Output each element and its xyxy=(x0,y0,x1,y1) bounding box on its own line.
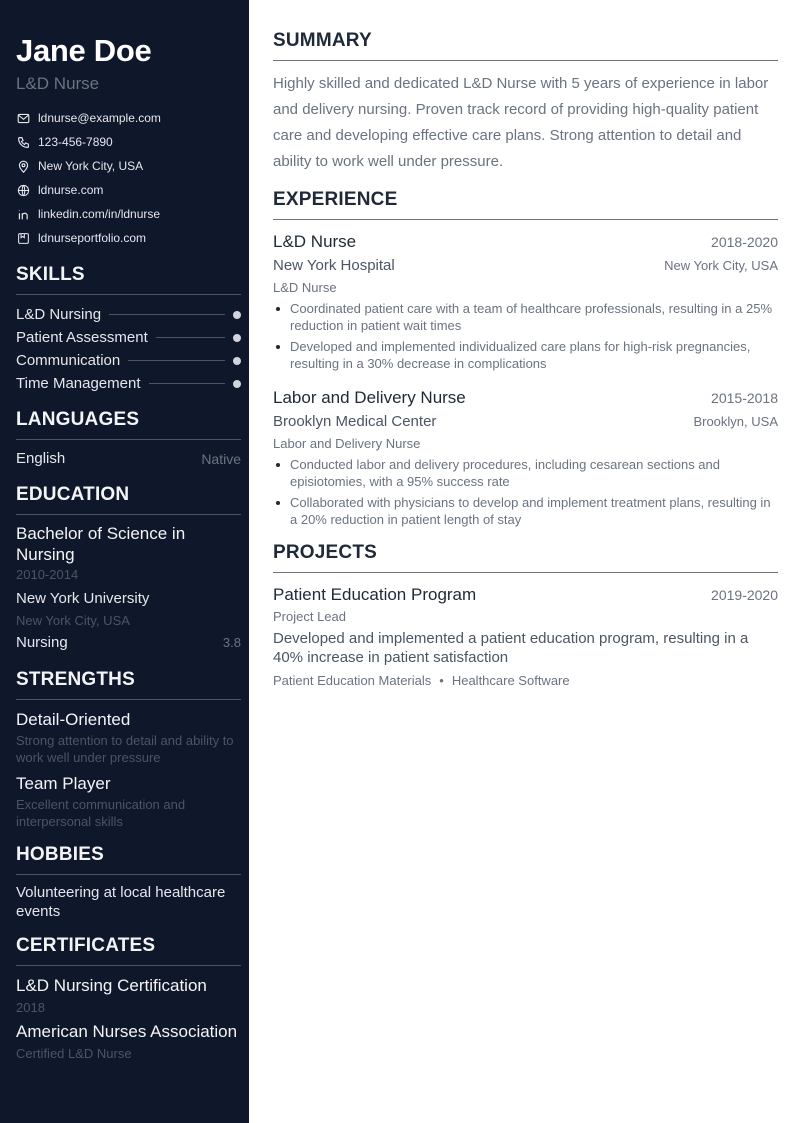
skill-item xyxy=(16,303,241,326)
strength-desc: Strong attention to detail and ability to work well under pressure xyxy=(16,733,234,765)
certificate-sub: 2018 xyxy=(16,1000,45,1015)
contact-phone-text: 123-456-7890 xyxy=(38,135,113,149)
job-bullets xyxy=(273,456,778,528)
job-bullet: Conducted labor and delivery procedures, including cesarean sections and episiotomies, with a 95% success rate xyxy=(273,456,778,490)
job-title: L&D Nurse xyxy=(273,232,357,251)
certificate-title: American Nurses Association xyxy=(16,1022,238,1041)
candidate-role: L&D Nurse xyxy=(16,74,100,93)
contact-location-text: New York City, USA xyxy=(38,159,144,173)
job-dates: 2015-2018 xyxy=(711,390,778,406)
skill-item xyxy=(16,372,241,395)
tag-separator: • xyxy=(439,673,444,688)
portfolio-icon xyxy=(16,231,30,245)
project-entry xyxy=(273,583,778,693)
certificate-title: L&D Nursing Certification xyxy=(16,976,207,995)
certificate-sub: Certified L&D Nurse xyxy=(16,1046,132,1061)
job-location: New York City, USA xyxy=(664,258,778,273)
skill-level-dot xyxy=(233,357,241,365)
job-bullet: Coordinated patient care with a team of healthcare professionals, resulting in a 25% reduction in patient wait times xyxy=(273,300,778,334)
skill-label: Patient Assessment xyxy=(16,329,148,346)
strengths-list xyxy=(16,708,241,830)
strength-title: Detail-Oriented xyxy=(16,710,131,729)
skill-divider xyxy=(109,314,225,315)
skills-heading: SKILLS xyxy=(16,264,241,295)
main-content xyxy=(273,30,778,693)
education-school: New York University xyxy=(16,590,150,607)
contact-phone[interactable] xyxy=(16,130,241,154)
project-desc: Developed and implemented a patient education program, resulting in a 40% increase in patient satisfaction xyxy=(273,630,749,666)
certificates-heading: CERTIFICATES xyxy=(16,935,241,966)
project-role: Project Lead xyxy=(273,609,346,624)
summary-text: Highly skilled and dedicated L&D Nurse with 5 years of experience in labor and delivery nursing. Proven track record of providing high-quality patient care and developing effective care plans. Strong attention to detail and ability to work well under pressure. xyxy=(273,75,769,170)
summary-heading: SUMMARY xyxy=(273,30,778,61)
candidate-name: Jane Doe xyxy=(16,33,152,68)
education-location: New York City, USA xyxy=(16,613,130,628)
language-name: English xyxy=(16,450,66,467)
project-tags xyxy=(273,669,778,693)
education-entry xyxy=(16,523,241,655)
project-dates: 2019-2020 xyxy=(711,587,778,603)
skill-divider xyxy=(156,337,225,338)
job-bullet: Developed and implemented individualized care plans for high-risk pregnancies, resulting in a 30% decrease in complications xyxy=(273,338,778,372)
contact-email-text: ldnurse@example.com xyxy=(38,111,161,125)
phone-icon xyxy=(16,135,30,149)
hobbies-heading: HOBBIES xyxy=(16,844,241,875)
skill-label: Time Management xyxy=(16,375,141,392)
skill-level-dot xyxy=(233,334,241,342)
contact-website[interactable] xyxy=(16,178,241,202)
language-item xyxy=(16,448,241,470)
hobby-item: Volunteering at local healthcare events xyxy=(16,884,226,920)
education-heading: EDUCATION xyxy=(16,484,241,515)
certificates-list xyxy=(16,974,241,1064)
education-field: Nursing xyxy=(16,634,68,651)
skill-divider xyxy=(149,383,226,384)
project-tag: Healthcare Software xyxy=(451,673,570,688)
contact-website-text: ldnurse.com xyxy=(38,183,104,197)
education-dates: 2010-2014 xyxy=(16,567,79,582)
skills-list xyxy=(16,303,241,395)
project-tag: Patient Education Materials xyxy=(273,673,432,688)
globe-icon xyxy=(16,183,30,197)
contact-linkedin-text: linkedin.com/in/ldnurse xyxy=(38,207,161,221)
contact-linkedin[interactable] xyxy=(16,202,241,226)
skill-item xyxy=(16,326,241,349)
skill-item xyxy=(16,349,241,372)
mail-icon xyxy=(16,111,30,125)
projects-section xyxy=(273,542,778,693)
job-position: L&D Nurse xyxy=(273,280,337,295)
job-company: Brooklyn Medical Center xyxy=(273,413,437,430)
experience-section xyxy=(273,189,778,528)
job-position: Labor and Delivery Nurse xyxy=(273,436,421,451)
contact-portfolio-text: ldnurseportfolio.com xyxy=(38,231,147,245)
location-icon xyxy=(16,159,30,173)
job-title: Labor and Delivery Nurse xyxy=(273,388,466,407)
summary-section xyxy=(273,30,778,175)
contact-list xyxy=(16,106,241,250)
sidebar xyxy=(0,0,249,1123)
education-degree: Bachelor of Science in Nursing xyxy=(16,524,186,564)
education-field-row xyxy=(16,631,241,655)
experience-entry xyxy=(273,230,778,372)
languages-heading: LANGUAGES xyxy=(16,409,241,440)
strengths-heading: STRENGTHS xyxy=(16,669,241,700)
skill-divider xyxy=(128,360,225,361)
contact-portfolio[interactable] xyxy=(16,226,241,250)
skill-level-dot xyxy=(233,380,241,388)
experience-heading: EXPERIENCE xyxy=(273,189,778,220)
strength-title: Team Player xyxy=(16,774,111,793)
job-location: Brooklyn, USA xyxy=(693,414,778,429)
job-company: New York Hospital xyxy=(273,257,395,274)
skill-label: Communication xyxy=(16,352,121,369)
job-bullet: Collaborated with physicians to develop and implement treatment plans, resulting in a 20% reduction in patient length of stay xyxy=(273,494,778,528)
job-dates: 2018-2020 xyxy=(711,234,778,250)
job-bullets xyxy=(273,300,778,372)
projects-heading: PROJECTS xyxy=(273,542,778,573)
project-title: Patient Education Program xyxy=(273,585,477,604)
linkedin-icon xyxy=(16,207,30,221)
skill-label: L&D Nursing xyxy=(16,306,102,323)
skill-level-dot xyxy=(233,311,241,319)
experience-entry xyxy=(273,386,778,528)
education-gpa: 3.8 xyxy=(222,635,241,650)
contact-location xyxy=(16,154,241,178)
strength-desc: Excellent communication and interpersonal skills xyxy=(16,797,186,829)
contact-email[interactable] xyxy=(16,106,241,130)
language-level: Native xyxy=(201,451,241,467)
